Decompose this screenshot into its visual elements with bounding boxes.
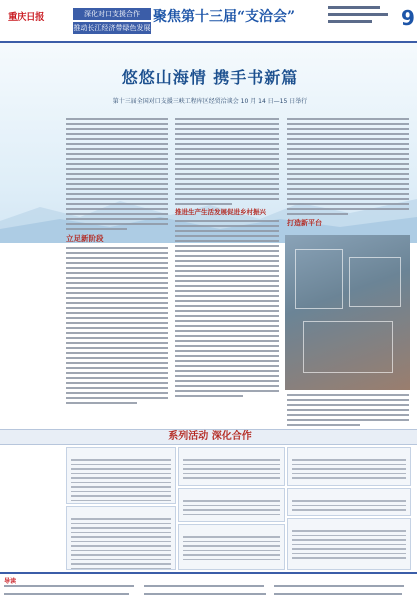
page-number: 9: [401, 6, 415, 30]
subheading-2: 推进生产生活发展促进乡村振兴: [175, 208, 266, 216]
edition-info: [328, 4, 408, 34]
masthead: [0, 0, 417, 43]
headline: 悠悠山海情 携手书新篇: [121, 68, 299, 87]
article-column-2: [175, 118, 279, 423]
focus-title: 聚焦第十三届“支洽会”: [153, 9, 296, 25]
article-column-3-lower: [287, 394, 409, 426]
subheading-3: 打造新平台: [287, 218, 322, 227]
activity-card-1: [66, 447, 176, 504]
article-column-1: [66, 118, 168, 423]
slogan-line-2: 推动长江经济带绿色发展: [73, 24, 151, 32]
activity-card-8: [287, 518, 411, 570]
contents-label: 导读: [4, 578, 17, 585]
activity-card-2: [66, 506, 176, 570]
section-title: 系列活动 深化合作: [168, 431, 252, 442]
subheading-1: 立足新阶段: [66, 234, 104, 243]
newspaper-logo: 重庆日报: [8, 12, 45, 23]
activity-card-6: [287, 447, 411, 486]
article-column-3: [287, 118, 409, 228]
contents-footer: [0, 572, 417, 602]
deck-subtitle: 第十三届全国对口支援三峡工程库区经贸洽谈会 10 月 14 日—15 日举行: [112, 98, 308, 105]
slogan-line-1: 深化对口支援合作: [73, 8, 151, 20]
activity-card-5: [178, 524, 285, 570]
news-photo: [285, 235, 410, 390]
activity-card-3: [178, 447, 285, 486]
section-banner: [0, 429, 417, 445]
activity-card-7: [287, 488, 411, 516]
activity-card-4: [178, 488, 285, 522]
